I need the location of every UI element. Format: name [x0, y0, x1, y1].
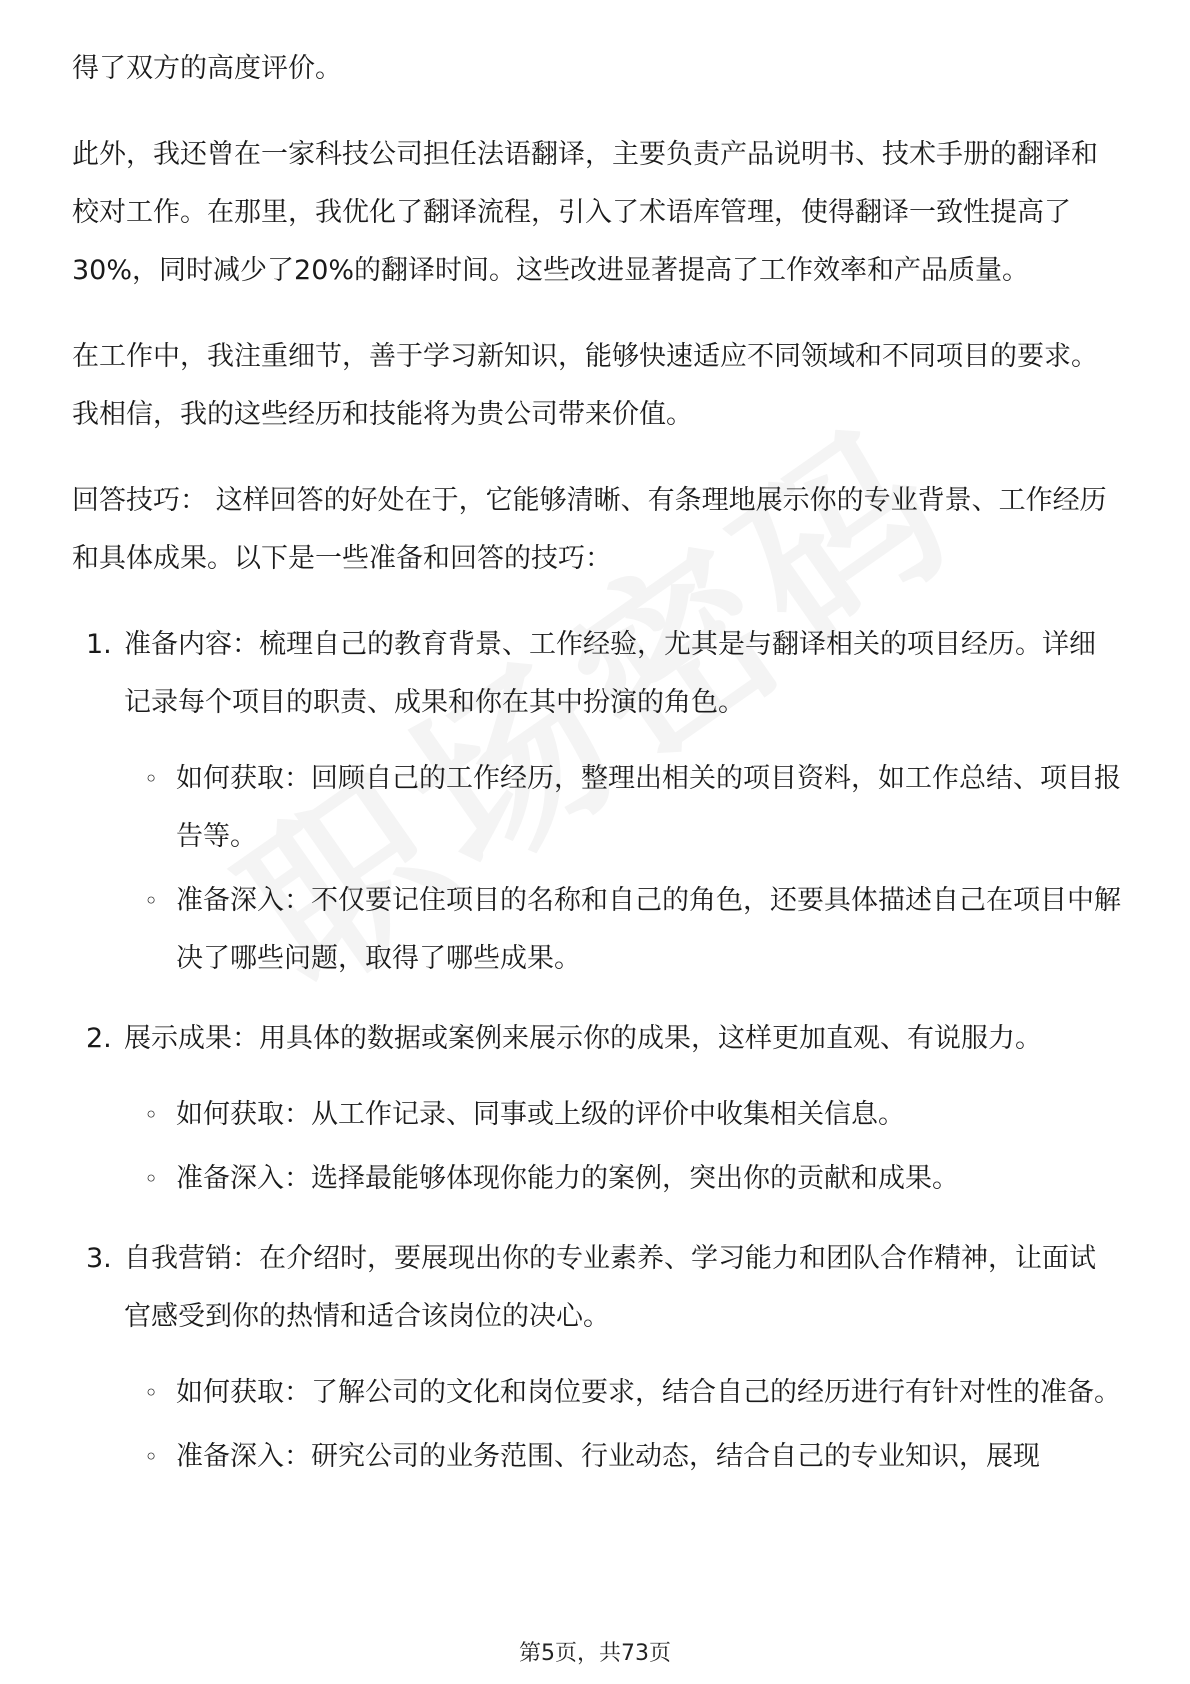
tip-number: 2. [86, 1023, 112, 1054]
content [72, 40, 1122, 1508]
tip-item [72, 1230, 1122, 1486]
sub-item [124, 872, 1122, 988]
paragraph-tips-intro: 回答技巧： 这样回答的好处在于，它能够清晰、有条理地展示你的专业背景、工作经历和具体成果。以下是一些准备和回答的技巧： [72, 485, 1107, 574]
tip-sublist [124, 1086, 1122, 1208]
tip-sublist [124, 750, 1122, 988]
paragraph-2: 此外，我还曾在一家科技公司担任法语翻译，主要负责产品说明书、技术手册的翻译和校对工作。在那里，我优化了翻译流程，引入了术语库管理，使得翻译一致性提高了30%，同时减少了20%的翻译时间。这些改进显著提高了工作效率和产品质量。 [72, 139, 1098, 286]
sub-item [124, 1428, 1122, 1486]
paragraph-1: 得了双方的高度评价。 [72, 53, 342, 84]
bullet-icon: ◦ [144, 765, 159, 793]
bullet-icon: ◦ [144, 1443, 159, 1471]
tip-item [72, 1010, 1122, 1208]
sub-item [124, 1086, 1122, 1144]
sub-item-text: 准备深入：不仅要记住项目的名称和自己的角色，还要具体描述自己在项目中解决了哪些问题，取得了哪些成果。 [176, 885, 1121, 974]
sub-item [124, 1150, 1122, 1208]
bullet-icon: ◦ [144, 1101, 159, 1129]
tips-list [72, 616, 1122, 1486]
sub-item [124, 750, 1122, 866]
tip-number: 3. [86, 1243, 112, 1274]
bullet-icon: ◦ [144, 1379, 159, 1407]
sub-item-text: 如何获取：从工作记录、同事或上级的评价中收集相关信息。 [176, 1099, 905, 1130]
page-footer: 第5页，共73页 [519, 1641, 671, 1666]
tip-text: 展示成果：用具体的数据或案例来展示你的成果，这样更加直观、有说服力。 [124, 1023, 1042, 1054]
sub-item-text: 准备深入：选择最能够体现你能力的案例，突出你的贡献和成果。 [176, 1163, 959, 1194]
bullet-icon: ◦ [144, 1165, 159, 1193]
tip-text: 准备内容：梳理自己的教育背景、工作经验，尤其是与翻译相关的项目经历。详细记录每个项目的职责、成果和你在其中扮演的角色。 [124, 629, 1096, 718]
sub-item-text: 如何获取：了解公司的文化和岗位要求，结合自己的经历进行有针对性的准备。 [176, 1377, 1121, 1408]
bullet-icon: ◦ [144, 887, 159, 915]
sub-item [124, 1364, 1122, 1422]
tip-number: 1. [86, 629, 112, 660]
sub-item-text: 如何获取：回顾自己的工作经历，整理出相关的项目资料，如工作总结、项目报告等。 [176, 763, 1121, 852]
tip-text: 自我营销：在介绍时，要展现出你的专业素养、学习能力和团队合作精神，让面试官感受到你的热情和适合该岗位的决心。 [124, 1243, 1096, 1332]
tip-sublist [124, 1364, 1122, 1486]
tip-item [72, 616, 1122, 988]
sub-item-text: 准备深入：研究公司的业务范围、行业动态，结合自己的专业知识，展现 [176, 1441, 1040, 1472]
paragraph-3: 在工作中，我注重细节，善于学习新知识，能够快速适应不同领域和不同项目的要求。我相信，我的这些经历和技能将为贵公司带来价值。 [72, 341, 1098, 430]
